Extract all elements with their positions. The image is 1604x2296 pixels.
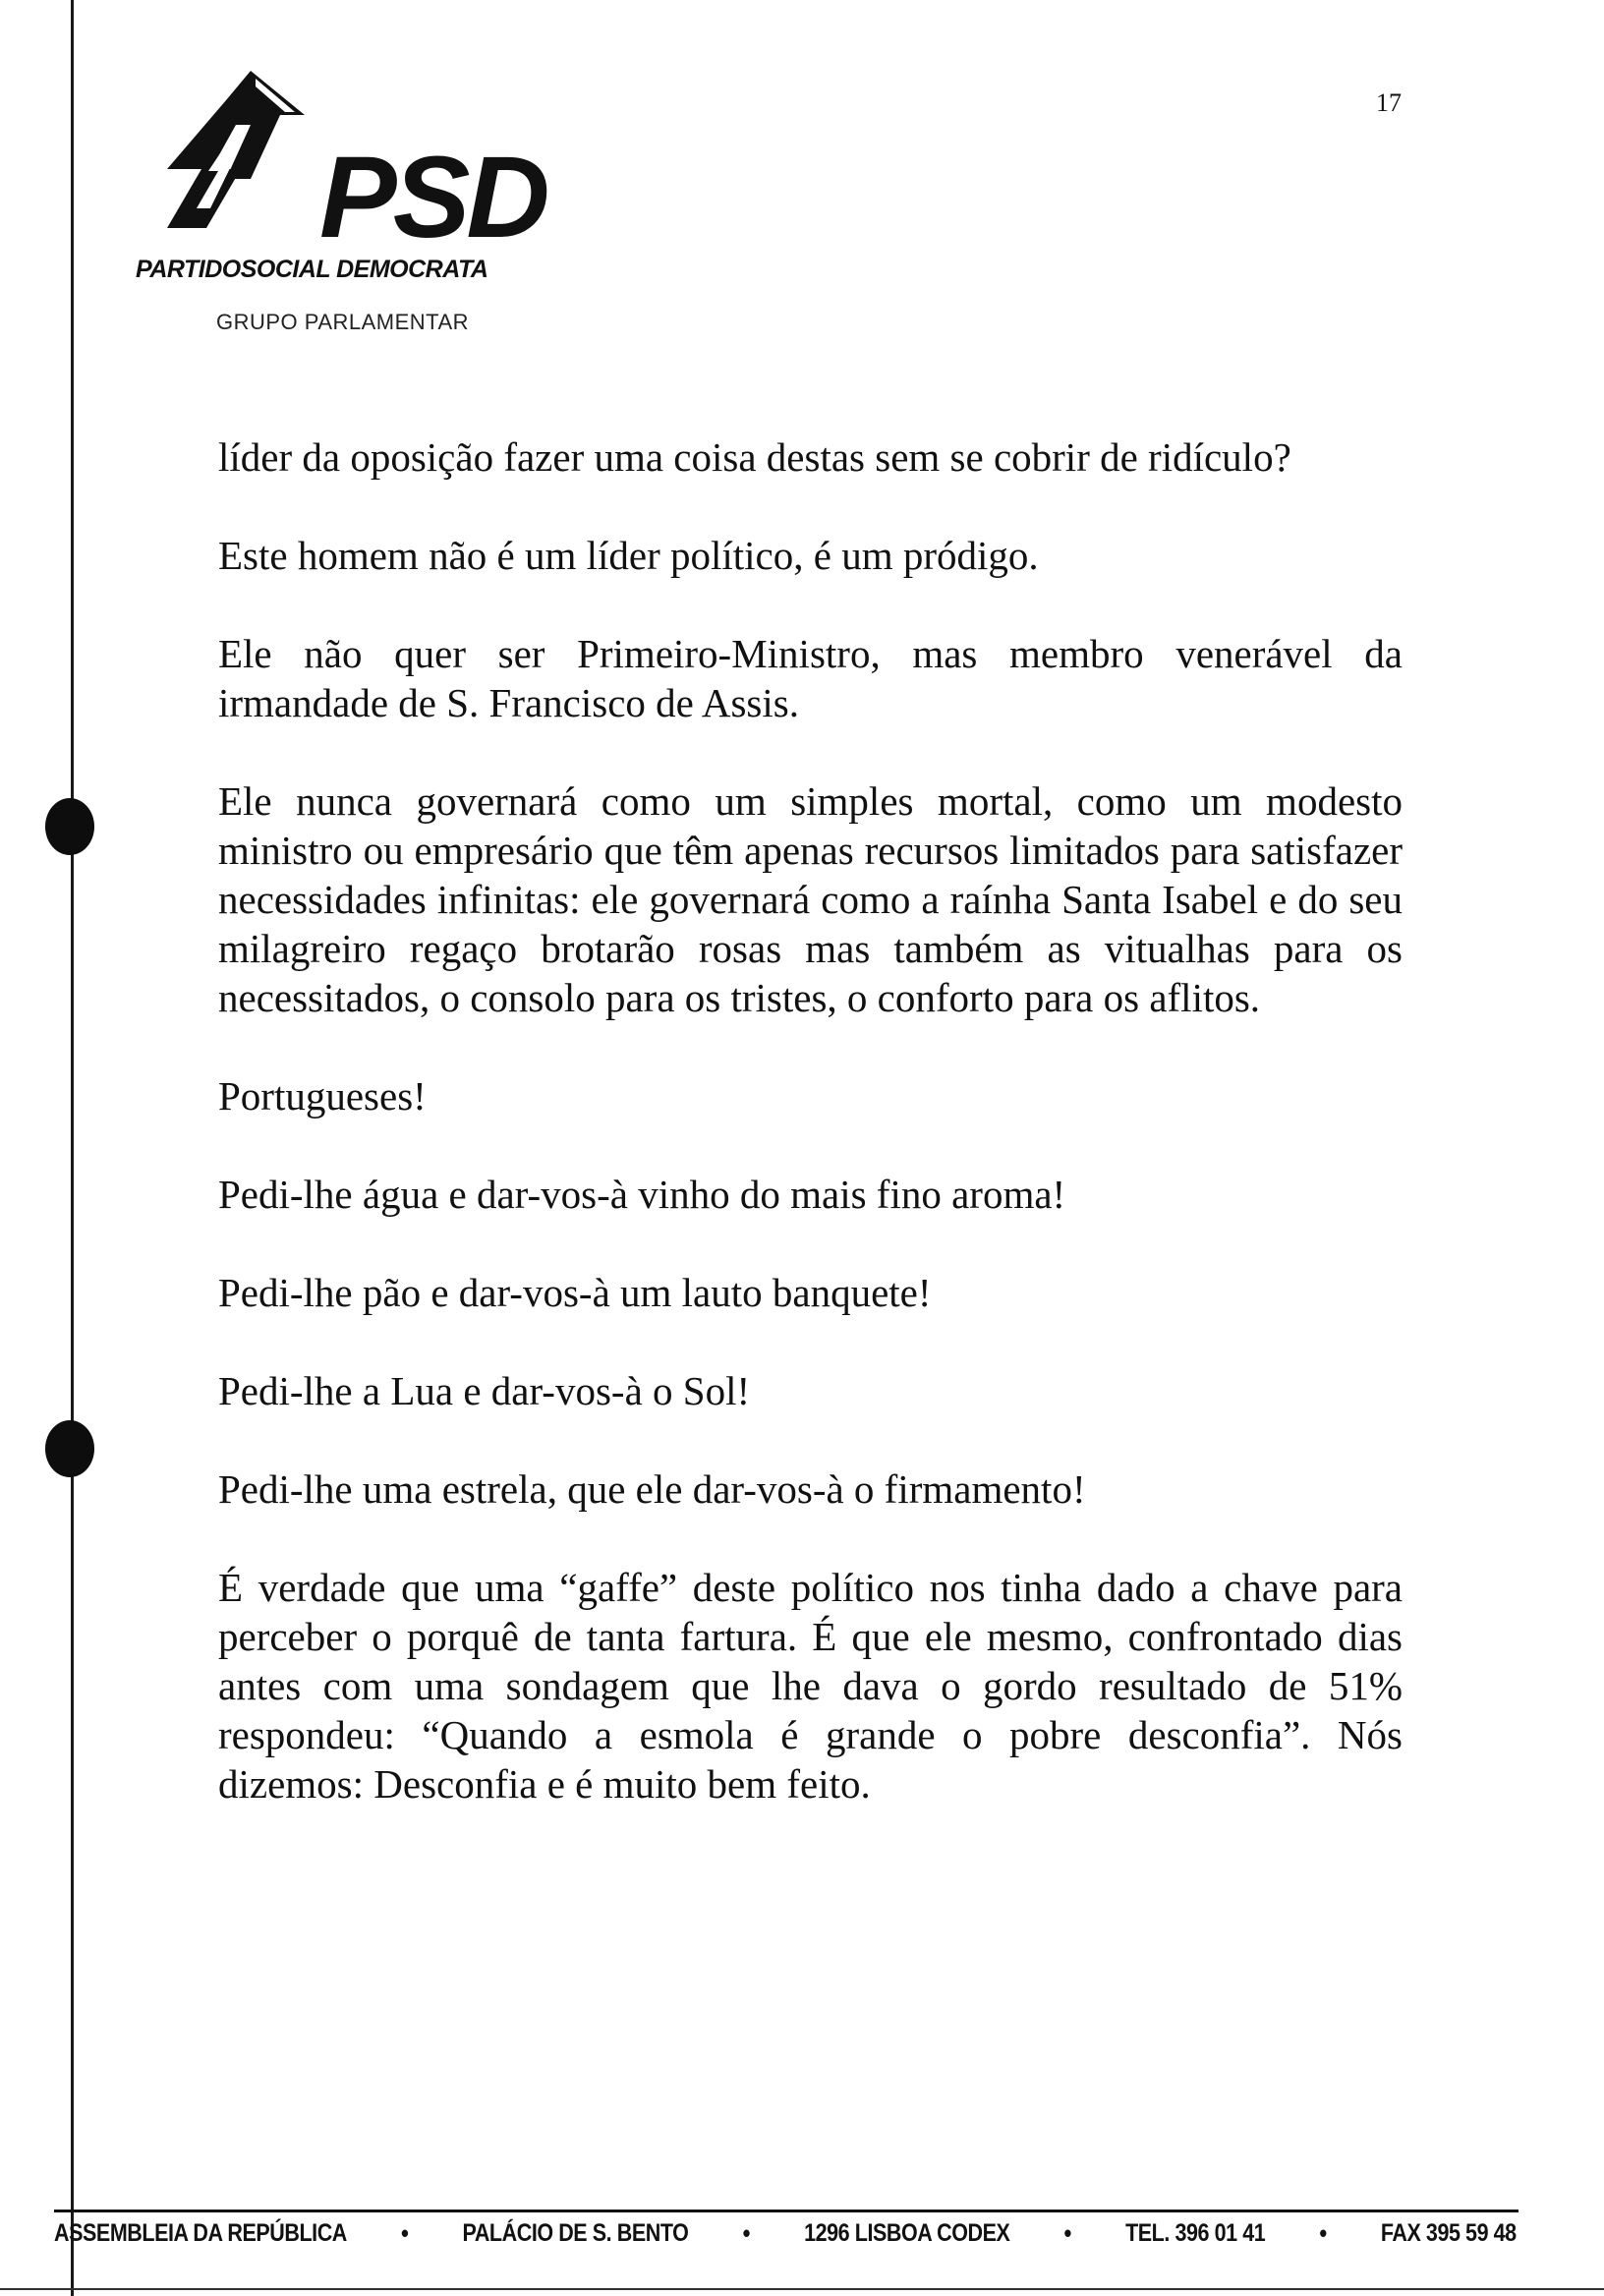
bullet-icon: • [742,2217,750,2248]
bullet-icon: • [401,2217,409,2248]
psd-logo [157,61,629,267]
scan-bottom-edge [0,2288,1604,2290]
paragraph: Pedi-lhe uma estrela, que ele dar-vos-à o firmamento! [218,1466,1086,1512]
punch-hole-icon [45,798,94,855]
footer-fax: FAX 395 59 48 [1380,2218,1517,2247]
scan-margin-line [71,0,74,2296]
paragraph: Pedi-lhe pão e dar-vos-à um lauto banquete! [218,1270,932,1315]
footer-palace: PALÁCIO DE S. BENTO [462,2218,689,2247]
paragraph: Este homem não é um líder político, é um pródigo. [218,533,1039,578]
party-name: PARTIDOSOCIAL DEMOCRATA [136,256,488,283]
body-text [218,432,1403,1808]
footer-divider [54,2210,1518,2212]
footer-city: 1296 LISBOA CODEX [804,2218,1010,2247]
page-number: 17 [1376,88,1402,117]
paragraph: É verdade que uma “gaffe” deste político nos tinha dado a chave para perceber o porquê de tanta fartura. É que ele mesmo, confrontado dias antes com uma sondagem que lhe dava o gordo resultado de 51% respondeu: “Quando a esmola é grande o pobre desconfia”. Nós dizemos: Desconfia e é muito bem feito. [218,1565,1403,1807]
punch-hole-icon [45,1420,94,1477]
footer-institution: ASSEMBLEIA DA REPÚBLICA [54,2218,347,2247]
group-name: GRUPO PARLAMENTAR [216,310,470,334]
bullet-icon: • [1063,2217,1071,2248]
paragraph: líder da oposição fazer uma coisa destas sem se cobrir de ridículo? [218,434,1291,480]
footer-phone: TEL. 396 01 41 [1125,2218,1266,2247]
paragraph: Pedi-lhe água e dar-vos-à vinho do mais fino aroma! [218,1172,1066,1217]
paragraph: Pedi-lhe a Lua e dar-vos-à o Sol! [218,1368,751,1413]
paragraph: Portugueses! [218,1073,427,1119]
logo-wordmark: PSD [319,133,546,262]
paragraph: Ele nunca governará como um simples mortal, como um modesto ministro ou empresário que têm apenas recursos limitados para satisfazer necessidades infinitas: ele governará como a raínha Santa Isabel e do seu milagreiro regaço brotarão rosas mas também as vitualhas para os necessitados, o consolo para os tristes, o conforto para os aflitos. [218,778,1403,1020]
bullet-icon: • [1319,2217,1327,2248]
footer-address [54,2213,1517,2253]
paragraph: Ele não quer ser Primeiro-Ministro, mas membro venerável da irmandade de S. Francisco de Assis. [218,631,1403,725]
